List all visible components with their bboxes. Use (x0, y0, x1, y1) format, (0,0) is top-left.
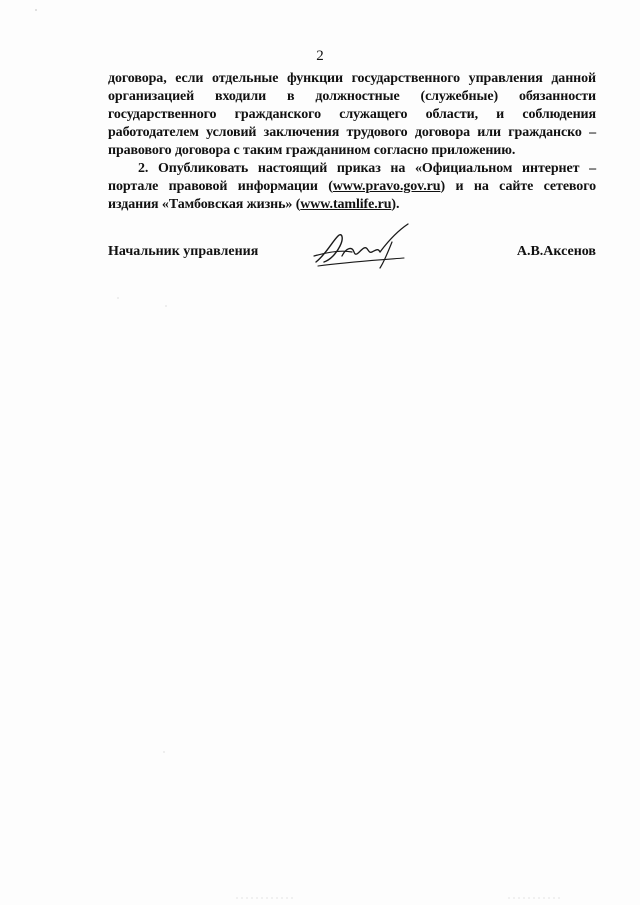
paragraph-contract-terms (108, 70, 596, 160)
publication-text-middle: ) и на сайте сетевого издания «Тамбовская жизнь» ( (108, 179, 597, 212)
publication-text-end: ). (391, 197, 400, 212)
paragraph-text: договора, если отдельные функции государственного управления данной организацией входили в должностные (служебные) обязанности государственного гражданского служащего области, и соблюдения работодателем условий заключения трудового договора или гражданско – правового договора с таким гражданином согласно приложению. (108, 71, 596, 158)
publication-text-start: 2. Опубликовать настоящий приказ на «Официальном интернет – портале правовой информации ( (108, 161, 596, 194)
handwritten-signature (308, 222, 418, 270)
signature-block (108, 222, 596, 272)
page-number: 2 (316, 48, 324, 64)
signer-name: А.В.Аксенов (516, 244, 596, 259)
paragraph-publication (108, 160, 596, 214)
link-pravo-gov[interactable]: www.pravo.gov.ru (332, 179, 441, 194)
link-tamlife[interactable]: www.tamlife.ru (300, 197, 392, 212)
signer-position: Начальник управления (108, 244, 259, 259)
paragraph-text (108, 160, 596, 214)
